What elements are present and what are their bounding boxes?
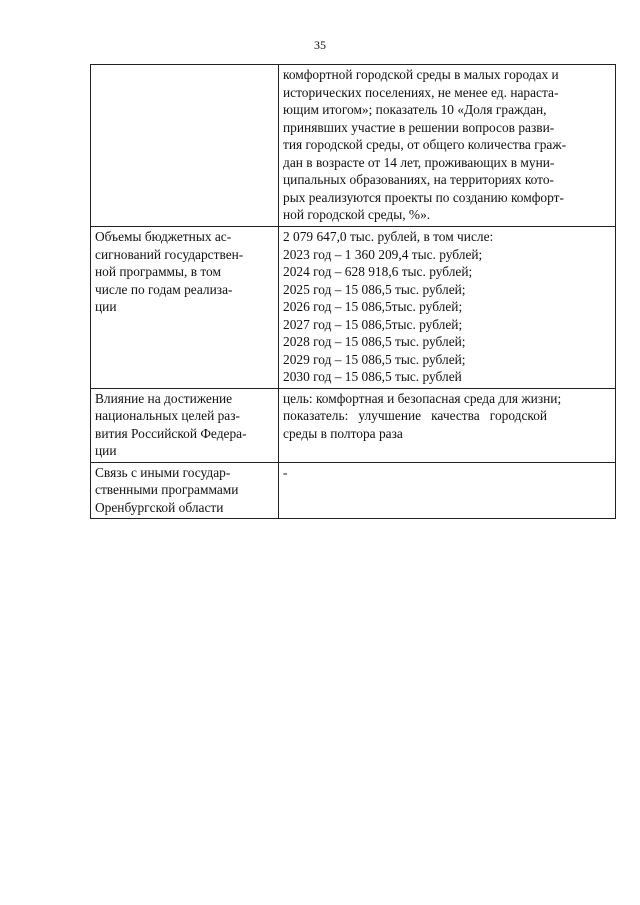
value-line: 2027 год – 15 086,5тыс. рублей; — [283, 316, 463, 332]
value-line: рых реализуются проекты по созданию комфорт- — [283, 189, 564, 205]
table-row-national-goals — [91, 388, 616, 462]
row-label-cell — [91, 462, 279, 519]
row-label-cell — [91, 65, 279, 227]
label-line: ции — [95, 299, 117, 314]
label-line: национальных целей раз- — [95, 408, 240, 423]
table-row-related-programs — [91, 462, 616, 519]
row-value-cell — [279, 388, 616, 462]
label-line: Влияние на достижение — [95, 390, 233, 406]
value-line: тия городской среды, от общего количества граж- — [283, 137, 567, 152]
row-value-cell — [279, 227, 616, 389]
value-line: 2025 год – 15 086,5 тыс. рублей; — [283, 281, 466, 297]
row-label-cell — [91, 388, 279, 462]
label-line: сигнований государствен- — [95, 246, 244, 262]
value-line: 2029 год – 15 086,5 тыс. рублей; — [283, 351, 466, 367]
value-line: 2028 год – 15 086,5 тыс. рублей; — [283, 334, 466, 349]
label-line: числе по годам реализа- — [95, 281, 233, 297]
value-line: исторических поселениях, не менее ед. нараста- — [283, 84, 559, 100]
value-line: показатель: улучшение качества городской — [283, 408, 548, 423]
value-line: - — [283, 464, 288, 480]
label-line: Объемы бюджетных ас- — [95, 229, 232, 244]
label-line: ной программы, в том — [95, 264, 221, 279]
label-line: ственными программами — [95, 482, 239, 497]
value-line: ной городской среды, %». — [283, 207, 431, 222]
value-line: дан в возрасте от 14 лет, проживающих в муни- — [283, 154, 555, 170]
value-line: 2023 год – 1 360 209,4 тыс. рублей; — [283, 246, 483, 262]
label-line: Оренбургской области — [95, 499, 224, 515]
page-number: 35 — [314, 38, 326, 52]
value-line: ющим итогом»; показатель 10 «Доля граждан, — [283, 102, 547, 117]
value-line: 2030 год – 15 086,5 тыс. рублей — [283, 369, 462, 384]
value-line: 2 079 647,0 тыс. рублей, в том числе: — [283, 229, 494, 244]
table-row-indicators-continued — [91, 65, 616, 227]
value-line: среды в полтора раза — [283, 425, 403, 441]
label-line: ции — [95, 443, 117, 458]
row-value-cell — [279, 65, 616, 227]
value-line: комфортной городской среды в малых городах и — [283, 67, 559, 82]
value-line: цель: комфортная и безопасная среда для жизни; — [283, 390, 562, 406]
label-line: вития Российской Федера- — [95, 425, 247, 441]
value-line: принявших участие в решении вопросов разви- — [283, 119, 555, 135]
table-row-budget — [91, 227, 616, 389]
row-label-cell — [91, 227, 279, 389]
value-line: ципальных образованиях, на территориях кото- — [283, 172, 554, 187]
row-value-cell — [279, 462, 616, 519]
label-line: Связь с иными государ- — [95, 464, 231, 480]
program-passport-table — [90, 64, 616, 519]
value-line: 2024 год – 628 918,6 тыс. рублей; — [283, 264, 473, 279]
value-line: 2026 год – 15 086,5тыс. рублей; — [283, 299, 463, 314]
